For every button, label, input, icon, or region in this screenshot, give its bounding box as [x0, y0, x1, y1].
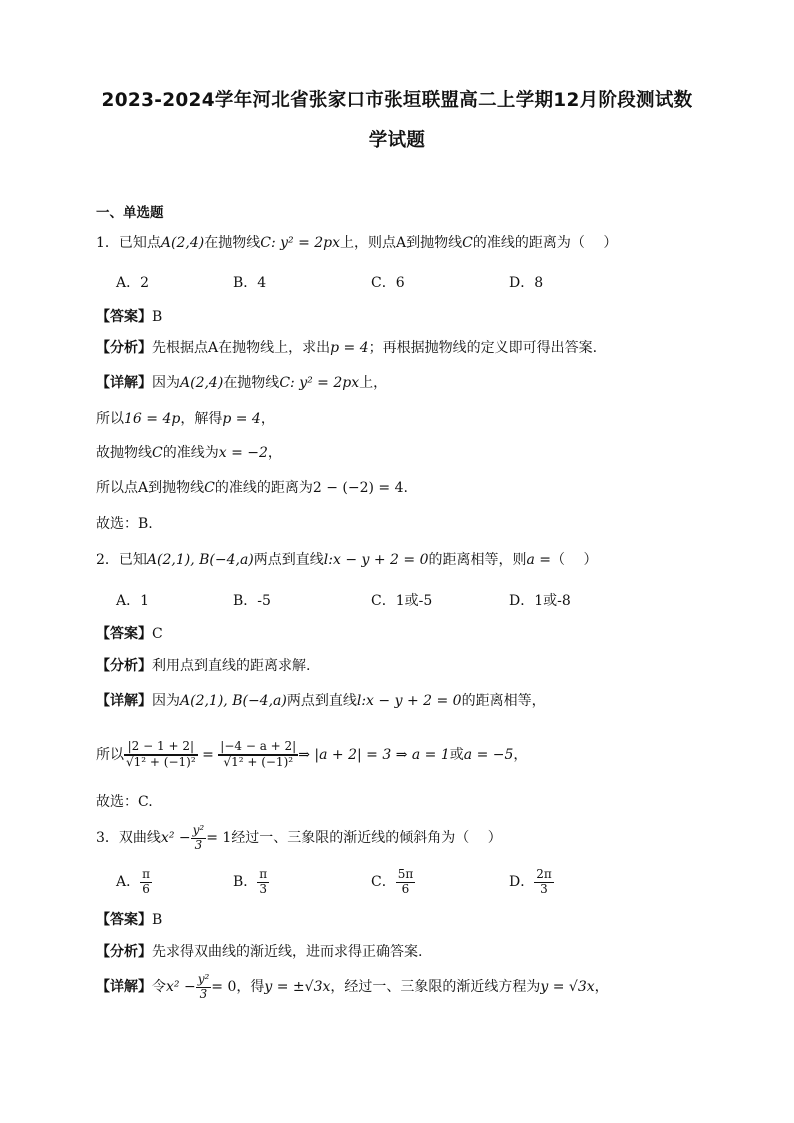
q3-fraction: [191, 824, 207, 853]
q1-analysis-tag: 【分析】: [96, 340, 152, 356]
q3-opt-d-num: 2π: [536, 866, 552, 881]
q2-frac1-num: |2 − 1 + 2|: [124, 740, 198, 755]
q3-asym: y = ±√3x: [264, 979, 331, 995]
q2-eq-tail: ⇒ |a + 2| = 3 ⇒ a = 1: [298, 747, 450, 763]
q3-detail-frac-num: y²: [197, 971, 210, 986]
q2-detail-c: 的距离相等，: [461, 693, 546, 709]
section-heading: 一、单选题: [96, 205, 164, 221]
q3-opt-c-letter: C．: [371, 874, 396, 890]
q1-answer-value: B: [152, 309, 163, 325]
q3-analysis: [96, 942, 422, 962]
q2-equals: =: [197, 747, 219, 763]
q3-stem-a: 双曲线: [118, 830, 161, 846]
q3-opt-d-letter: D．: [509, 874, 535, 890]
q1-l2-eq: x = −2: [218, 445, 268, 461]
q2-detail-line: l:x − y + 2 = 0: [356, 693, 462, 709]
q3-answer-value: B: [152, 912, 163, 928]
q1-l3-a: 所以点A到抛物线: [96, 480, 205, 496]
q1-curve-name: C: [462, 235, 473, 251]
q2-analysis-text: 利用点到直线的距离求解.: [152, 658, 311, 674]
q1-analysis-a: 先根据点A在抛物线上，求出: [152, 340, 331, 356]
q1-detail-line2: [96, 443, 282, 463]
q2-comma: ，: [513, 747, 528, 763]
q1-detail-tag: 【详解】: [96, 375, 152, 391]
q2-stem-a: 已知: [118, 552, 147, 568]
q3-opt-c-frac: [396, 868, 416, 897]
q1-l2-curve: C: [152, 445, 163, 461]
q3-option-b: [233, 862, 269, 902]
q1-analysis-b: ；再根据抛物线的定义即可得出答案.: [368, 340, 598, 356]
q1-l1-eq2: p = 4: [222, 411, 261, 427]
q3-opt-a-den: 6: [142, 881, 150, 896]
q1-analysis-eq: p = 4: [330, 340, 369, 356]
q1-l3-b: 的准线的距离为: [214, 480, 313, 496]
q2-answer-tag: 【答案】: [96, 626, 152, 642]
q1-l2-a: 故抛物线: [96, 445, 152, 461]
q2-detail-a: 因为: [152, 693, 180, 709]
q3-detail-frac-den: 3: [199, 986, 208, 1001]
q2-line: l:x − y + 2 = 0: [323, 552, 429, 568]
q3-detail-tag: 【详解】: [96, 979, 152, 995]
doc-title-line2: 学试题: [368, 130, 426, 151]
q1-detail: [96, 373, 387, 393]
q3-asym2: y = √3x: [540, 979, 595, 995]
q3-detail-a: 令: [152, 979, 166, 995]
q3-eq1: = 1: [206, 830, 232, 846]
q3-analysis-tag: 【分析】: [96, 944, 152, 960]
q3-answer: [96, 910, 162, 930]
q1-detail-point: A(2,4): [180, 375, 224, 391]
q2-fraction-2: [218, 740, 298, 770]
q2-detail-tag: 【详解】: [96, 693, 152, 709]
q1-detail-line1: [96, 409, 275, 429]
q1-option-b: B．4: [233, 275, 267, 291]
q3-opt-d-frac: [534, 868, 554, 897]
q2-or: 或: [449, 747, 464, 763]
q2-detail-points: A(2,1), B(−4,a): [180, 693, 287, 709]
q2-frac2-den: √1² + (−1)²: [218, 755, 298, 770]
q2-option-a: A．1: [116, 593, 150, 609]
q1-curve: C: y² = 2px: [260, 235, 341, 251]
q1-l3-c: .: [403, 480, 408, 496]
q3-number: 3．: [96, 830, 119, 846]
q3-opt-b-frac: [257, 868, 269, 897]
q3-opt-b-num: π: [259, 866, 268, 881]
q2-frac2-num: |−4 − a + 2|: [220, 739, 297, 754]
q2-analysis-tag: 【分析】: [96, 658, 152, 674]
q2-stem-c: 的距离相等，则: [428, 552, 527, 568]
q3-opt-d-den: 3: [540, 881, 548, 896]
q2-choice: 故选：C.: [96, 794, 153, 810]
q2-stem: [96, 550, 597, 570]
q2-stem-d: （ ）: [551, 552, 598, 568]
q2-option-b: B．-5: [233, 593, 271, 609]
q3-detail: [96, 967, 609, 1007]
q2-fraction-1: [124, 740, 198, 770]
q3-opt-a-letter: A．: [116, 874, 141, 890]
q3-frac-num: y²: [192, 822, 205, 837]
q3-opt-a-frac: [140, 868, 152, 897]
q3-option-a: [116, 862, 152, 902]
q1-l2-c: ，: [267, 445, 282, 461]
q2-option-d: D．1或-8: [509, 593, 571, 609]
q2-a-eq: a =: [526, 552, 552, 568]
q1-point: A(2,4): [160, 235, 205, 251]
q2-analysis: [96, 656, 310, 676]
q3-option-d: [509, 862, 554, 902]
q1-l3-curve: C: [204, 480, 215, 496]
q2-detail-b: 两点到直线: [286, 693, 357, 709]
q1-answer-tag: 【答案】: [96, 309, 152, 325]
q1-detail-a: 因为: [152, 375, 180, 391]
q1-number: 1．: [96, 235, 119, 251]
q2-detail-formula: [96, 735, 527, 775]
q1-l2-b: 的准线为: [162, 445, 219, 461]
q2-last-eq: a = −5: [463, 747, 514, 763]
q2-option-c: C．1或-5: [371, 593, 433, 609]
q3-detail-fraction: [196, 973, 212, 1002]
q1-l1-b: ，解得: [180, 411, 223, 427]
q2-number: 2．: [96, 552, 119, 568]
q1-stem-a: 已知点: [118, 235, 161, 251]
q1-l1-a: 所以: [96, 411, 124, 427]
q1-stem: [96, 233, 617, 253]
q3-frac-den: 3: [194, 837, 203, 852]
q3-stem: [96, 818, 502, 858]
q3-detail-b: ，得: [236, 979, 265, 995]
q1-answer: [96, 307, 162, 327]
q1-stem-d: 的准线的距离为（ ）: [472, 235, 618, 251]
q2-formula-lead: 所以: [96, 747, 124, 763]
q1-option-d: D．8: [509, 275, 544, 291]
q1-detail-b: 在抛物线: [223, 375, 280, 391]
q1-stem-c: 上，则点A到抛物线: [340, 235, 463, 251]
q2-answer: [96, 624, 163, 644]
q1-detail-line3: [96, 478, 408, 498]
q1-option-c: C．6: [371, 275, 405, 291]
q1-l1-eq: 16 = 4p: [124, 411, 181, 427]
q1-choice: 故选：B.: [96, 516, 153, 532]
q3-answer-tag: 【答案】: [96, 912, 152, 928]
q1-l3-eq: 2 − (−2) = 4: [312, 480, 404, 496]
q3-opt-b-den: 3: [259, 881, 268, 896]
q3-option-c: [371, 862, 415, 902]
q3-detail-c: ，经过一、三象限的渐近线方程为: [330, 979, 541, 995]
q3-opt-c-den: 6: [401, 881, 410, 896]
q1-analysis: [96, 338, 597, 358]
q1-l1-c: ，: [260, 411, 275, 427]
q1-detail-curve: C: y² = 2px: [279, 375, 360, 391]
q2-stem-b: 两点到直线: [253, 552, 324, 568]
q2-frac1-den: √1² + (−1)²: [126, 755, 196, 769]
q3-opt-b-letter: B．: [233, 874, 258, 890]
q3-detail-x2: x² −: [166, 979, 196, 995]
q1-detail-c: 上，: [359, 375, 388, 391]
q2-detail: [96, 691, 546, 711]
q2-answer-value: C: [152, 626, 163, 642]
q3-stem-b: 经过一、三象限的渐近线的倾斜角为（ ）: [231, 830, 502, 846]
q3-analysis-text: 先求得双曲线的渐近线，进而求得正确答案.: [152, 944, 423, 960]
q1-stem-b: 在抛物线: [204, 235, 261, 251]
q3-x2: x² −: [160, 830, 191, 846]
doc-title-line1: 2023-2024学年河北省张家口市张垣联盟高二上学期12月阶段测试数: [101, 90, 693, 111]
q3-detail-d: ，: [594, 979, 609, 995]
q2-points: A(2,1), B(−4,a): [146, 552, 254, 568]
q3-detail-eq0: = 0: [211, 979, 237, 995]
q3-opt-c-num: 5π: [397, 866, 414, 881]
q1-option-a: A．2: [116, 275, 150, 291]
q3-opt-a-num: π: [142, 866, 151, 881]
